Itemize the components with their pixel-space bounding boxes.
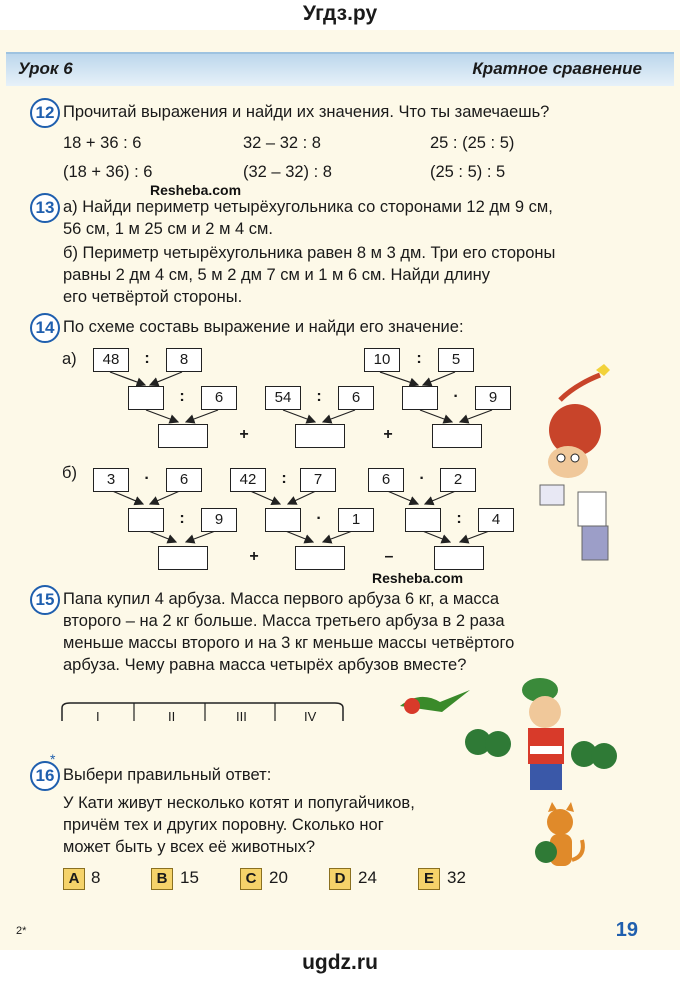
task-12-expr: (18 + 36) : 6	[63, 163, 153, 181]
answer-a-letter[interactable]: A	[63, 868, 85, 890]
watermark: Resheba.com	[372, 570, 464, 586]
scheme-box: 6	[368, 468, 404, 492]
task-13-number: 13	[30, 193, 60, 223]
segment-label: II	[168, 709, 176, 724]
footer-mark: 2*	[16, 925, 27, 937]
task-16-star: *	[50, 751, 56, 767]
answer-e-letter[interactable]: E	[418, 868, 440, 890]
task-15-line: Папа купил 4 арбуза. Масса первого арбуза 6 кг, а масса	[63, 590, 500, 608]
scheme-op: :	[281, 470, 287, 487]
task-12-expr: 18 + 36 : 6	[63, 134, 142, 152]
task-15-line: меньше массы второго и на 3 кг меньше массы четвёртого	[63, 634, 515, 652]
cat-illustration	[0, 30, 680, 950]
scheme-op: :	[316, 388, 322, 405]
segment-label: IV	[304, 709, 317, 724]
task-13-line: равны 2 дм 4 см, 5 м 2 дм 7 см и 1 м 6 см. Найди длину	[63, 266, 491, 284]
task-12-expr: (25 : 5) : 5	[430, 163, 506, 181]
segment-label: I	[96, 709, 100, 724]
scheme-box: 1	[338, 508, 374, 532]
scheme-box: 48	[93, 348, 129, 372]
watermark: Resheba.com	[150, 182, 242, 198]
scheme-op: –	[384, 548, 394, 565]
scheme-op: +	[249, 548, 259, 565]
scheme-op: :	[179, 510, 185, 527]
scheme-b-label: б)	[62, 464, 77, 482]
task-15-line: арбуза. Чему равна масса четырёх арбузов вместе?	[63, 656, 467, 674]
watermelon-icon	[535, 841, 557, 863]
scheme-box: 9	[475, 386, 511, 410]
scheme-op: ·	[453, 388, 459, 405]
scheme-op: ·	[144, 470, 150, 487]
task-16-line: причём тех и других поровну. Сколько ног	[63, 816, 384, 834]
task-13-line: 56 см, 1 м 25 см и 2 м 4 см.	[63, 220, 273, 238]
task-12-expr: 32 – 32 : 8	[243, 134, 321, 152]
answer-b-value: 15	[180, 868, 199, 887]
textbook-page	[0, 30, 680, 950]
scheme-box: 54	[265, 386, 301, 410]
scheme-box: 3	[93, 468, 129, 492]
scheme-box: 6	[201, 386, 237, 410]
task-15-line: второго – на 2 кг больше. Масса третьего арбуза в 2 раза	[63, 612, 505, 630]
task-15-number: 15	[30, 585, 60, 615]
scheme-a-label: а)	[62, 350, 77, 368]
answer-e-value: 32	[447, 868, 466, 887]
task-16-line: может быть у всех её животных?	[63, 838, 316, 856]
scheme-box: 7	[300, 468, 336, 492]
answer-d-letter[interactable]: D	[329, 868, 351, 890]
answer-c-letter[interactable]: C	[240, 868, 262, 890]
answer-b-letter[interactable]: B	[151, 868, 173, 890]
task-16-line: У Кати живут несколько котят и попугайчиков,	[63, 794, 415, 812]
task-13-line: б) Периметр четырёхугольника равен 8 м 3 дм. Три его стороны	[63, 244, 556, 262]
scheme-box: 9	[201, 508, 237, 532]
task-13-line: его четвёртой стороны.	[63, 288, 243, 306]
site-title-top[interactable]: Угдз.ру	[302, 2, 378, 25]
scheme-box: 6	[338, 386, 374, 410]
task-12-expr: 25 : (25 : 5)	[430, 134, 515, 152]
scheme-op: :	[179, 388, 185, 405]
lesson-number: Урок 6	[18, 59, 73, 78]
scheme-op: +	[383, 426, 393, 443]
site-title-bottom[interactable]: ugdz.ru	[302, 951, 378, 974]
scheme-op: :	[416, 350, 422, 367]
segment-label: III	[236, 709, 247, 724]
scheme-op: +	[239, 426, 249, 443]
task-14-text: По схеме составь выражение и найди его значение:	[63, 318, 464, 336]
scheme-op: ·	[419, 470, 425, 487]
scheme-box: 2	[440, 468, 476, 492]
scheme-box: 8	[166, 348, 202, 372]
answer-a-value: 8	[91, 868, 101, 887]
task-13-line: а) Найди периметр четырёхугольника со сторонами 12 дм 9 см,	[63, 198, 553, 216]
scheme-box: 6	[166, 468, 202, 492]
task-16-title: Выбери правильный ответ:	[63, 766, 272, 784]
page-number: 19	[615, 919, 638, 941]
scheme-box: 10	[364, 348, 400, 372]
scheme-op: ·	[316, 510, 322, 527]
answer-c-value: 20	[269, 868, 288, 887]
task-12-expr: (32 – 32) : 8	[243, 163, 332, 181]
task-12-number: 12	[30, 98, 60, 128]
scheme-box: 4	[478, 508, 514, 532]
scheme-box: 5	[438, 348, 474, 372]
task-12-text: Прочитай выражения и найди их значения. Что ты замечаешь?	[63, 103, 550, 121]
answer-d-value: 24	[358, 868, 377, 887]
lesson-topic: Кратное сравнение	[472, 59, 642, 78]
task-16-number: 16	[30, 761, 60, 791]
scheme-box: 42	[230, 468, 266, 492]
scheme-op: :	[144, 350, 150, 367]
task-14-number: 14	[30, 313, 60, 343]
cat-head	[547, 809, 573, 835]
scheme-op: :	[456, 510, 462, 527]
